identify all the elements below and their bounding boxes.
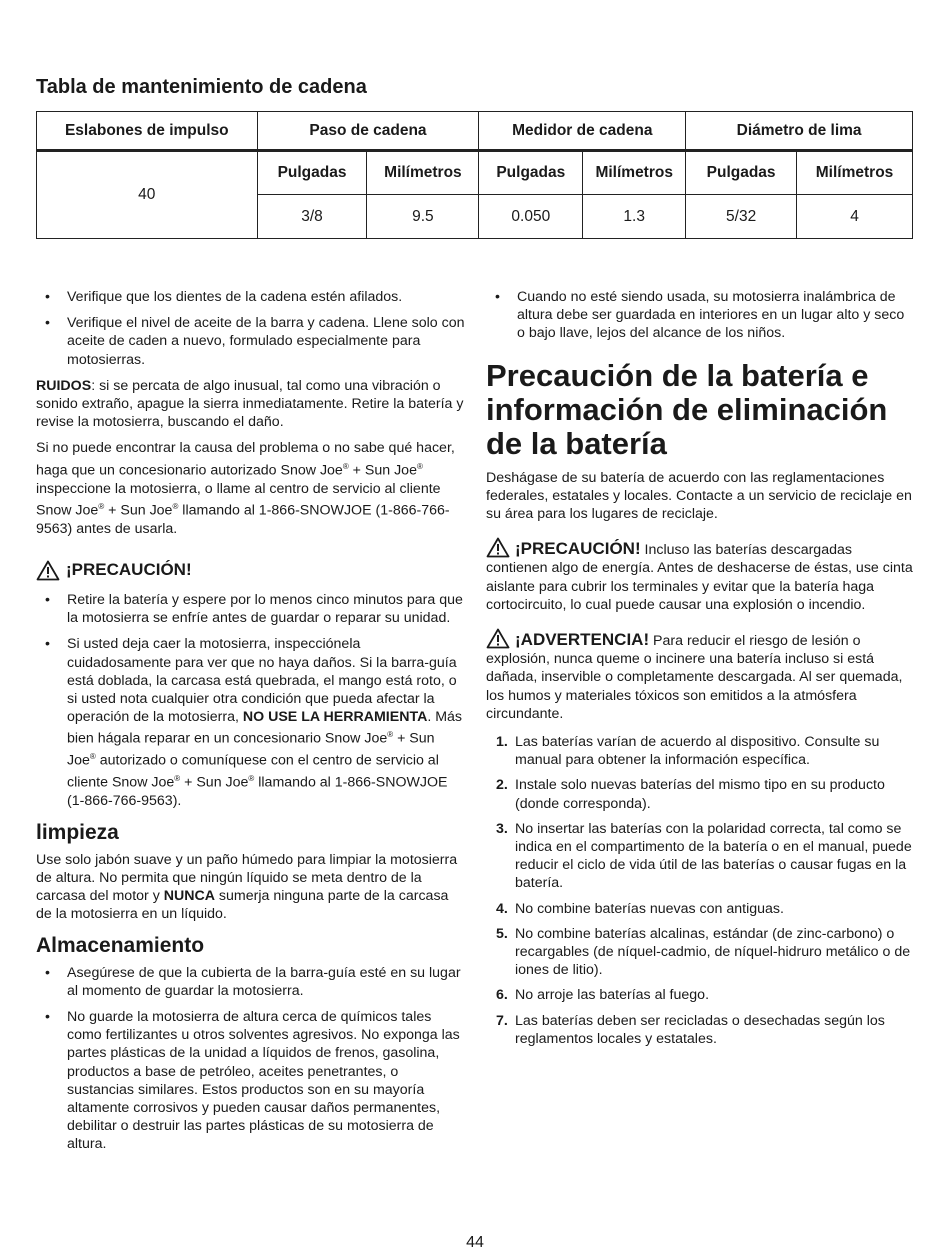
- list-item: 3. No insertar las baterías con la polaridad correcta, tal como se indica en el compartimento de la batería o en el manual, puede reducir el ciclo de vida útil de las baterías o causar fugas en la batería.: [496, 820, 912, 892]
- subheader-cell: Pulgadas: [686, 151, 797, 195]
- value-cell: 1.3: [583, 195, 686, 239]
- list-item: • Verifique el nivel de aceite de la barra y cadena. Llene solo con aceite de caden a nuevo, formulado especialmente para motosierras.: [36, 314, 466, 369]
- list-item: • No guarde la motosierra de altura cerca de químicos tales como fertilizantes u otros solventes agresivos. No exponga las partes plásticas de la unidad a líquidos de frenos, gasolina, productos a base de petróleo, aceites penetrantes, o sustancias similares. Estos productos son en su mayoría altamente corrosivos y pueden causar daños permanentes, debilitar o destruir las partes plásticas de su motosierra de altura.: [36, 1008, 466, 1154]
- noise-label: RUIDOS: [36, 377, 92, 394]
- left-column: [36, 288, 466, 1162]
- storage-list-continued: [486, 288, 914, 343]
- table-title: Tabla de mantenimiento de cadena: [36, 76, 367, 98]
- cleaning-paragraph: Use solo jabón suave y un paño húmedo para limpiar la motosierra de altura. No permita que ningún líquido se meta dentro de la carcasa del motor y NUNCA sumerja ninguna parte de la carcasa de la motosierra en un líquido.: [36, 851, 458, 923]
- storage-heading: Almacenamiento: [36, 934, 205, 958]
- list-item: • Asegúrese de que la cubierta de la barra-guía esté en su lugar al momento de guardar la motosierra.: [36, 964, 466, 1000]
- value-cell: 3/8: [257, 195, 367, 239]
- chain-maintenance-table: [36, 111, 913, 239]
- storage-list: [36, 964, 466, 1154]
- service-paragraph: Si no puede encontrar la causa del problema o no sabe qué hacer, haga que un concesionario autorizado Snow Joe® + Sun Joe® inspeccione la motosierra, o llame al centro de servicio al cliente Snow Joe® + Sun Joe® llamando al 1-866-SNOWJOE (1-866-766-9563) antes de usarla.: [36, 440, 455, 537]
- battery-disposal-heading: Precaución de la batería e información de eliminación de la batería: [486, 357, 888, 461]
- value-cell: 0.050: [479, 195, 583, 239]
- subheader-cell: Milímetros: [367, 151, 479, 195]
- value-cell: 4: [797, 195, 913, 239]
- value-cell: 9.5: [367, 195, 479, 239]
- value-cell: 5/32: [686, 195, 797, 239]
- warning-triangle-icon: [486, 537, 510, 558]
- caution-list: [36, 591, 466, 810]
- cleaning-heading: limpieza: [36, 821, 119, 845]
- battery-instructions-list: [486, 733, 914, 1048]
- list-item: 6. No arroje las baterías al fuego.: [496, 987, 710, 1004]
- subheader-cell: Milímetros: [797, 151, 913, 195]
- battery-warning-paragraph: ¡ADVERTENCIA! Para reducir el riesgo de lesión o explosión, nunca queme o incinere una batería incluso si está dañada, inservible o completamente descargada. Al ser quemada, los humos y materiales tóxicos son emitidos a la atmósfera circundante.: [486, 630, 903, 722]
- header-chain-pitch: Paso de cadena: [257, 112, 479, 151]
- header-drive-links: Eslabones de impulso: [37, 112, 258, 151]
- subheader-cell: Pulgadas: [257, 151, 367, 195]
- page-number: 44: [466, 1234, 484, 1251]
- list-item: 5. No combine baterías alcalinas, estándar (de zinc-carbono) o recargables (de níquel-cadmio, de níquel-hidruro metálico o de iones de litio).: [496, 925, 911, 979]
- caution-heading: ¡PRECAUCIÓN!: [36, 560, 466, 581]
- noise-paragraph: RUIDOS: si se percata de algo inusual, tal como una vibración o sonido extraño, apague la sierra inmediatamente. Retire la batería y revise la motosierra, buscando el daño.: [36, 377, 464, 431]
- list-item: • Verifique que los dientes de la cadena estén afilados.: [36, 288, 466, 306]
- subheader-cell: Milímetros: [583, 151, 686, 195]
- list-item: 1. Las baterías varían de acuerdo al dispositivo. Consulte su manual para obtener la información específica.: [496, 734, 880, 769]
- list-item: • Cuando no esté siendo usada, su motosierra inalámbrica de altura debe ser guardada en interiores en un lugar alto y seco o bajo llave, lejos del alcance de los niños.: [486, 288, 914, 343]
- list-item: • Si usted deja caer la motosierra, inspecciónela cuidadosamente para ver que no haya daños. Si la barra-guía está doblada, la carcasa está quebrada, el mango está roto, o si usted nota cualquier otra condición que pueda afectar la operación de la motosierra, NO USE LA HERRAMIENTA. Más bien hágala reparar en un concesionario Snow Joe® + Sun Joe® autorizado o comuníquese con el centro de servicio al cliente Snow Joe® + Sun Joe® llamando al 1-866-SNOWJOE (1-866-766-9563).: [36, 635, 466, 810]
- list-item: 2. Instale solo nuevas baterías del mismo tipo en su producto (donde corresponda).: [496, 777, 885, 812]
- warning-triangle-icon: [36, 560, 60, 581]
- list-item: 7. Las baterías deben ser recicladas o desechadas según los reglamentos locales y estatales.: [496, 1012, 885, 1047]
- warning-triangle-icon: [486, 628, 510, 649]
- list-item: • Retire la batería y espere por lo menos cinco minutos para que la motosierra se enfríe antes de guardar o reparar su unidad.: [36, 591, 466, 627]
- header-chain-gauge: Medidor de cadena: [479, 112, 686, 151]
- maintenance-checklist: [36, 288, 466, 369]
- drive-links-value: 40: [37, 151, 258, 239]
- disposal-intro: Deshágase de su batería de acuerdo con las reglamentaciones federales, estatales y locales. Contacte a un servicio de reciclaje en su área para los lugares de reciclaje.: [486, 469, 912, 523]
- battery-caution-paragraph: ¡PRECAUCIÓN! Incluso las baterías descargadas contienen algo de energía. Antes de deshacerse de éstas, use cinta aislante para cubrir los terminales y evitar que la batería haga cortocircuito, lo cual puede causar una explosión o incendio.: [486, 539, 913, 613]
- right-column: [486, 288, 914, 1055]
- list-item: 4. No combine baterías nuevas con antiguas.: [496, 900, 784, 917]
- subheader-cell: Pulgadas: [479, 151, 583, 195]
- header-file-diameter: Diámetro de lima: [686, 112, 913, 151]
